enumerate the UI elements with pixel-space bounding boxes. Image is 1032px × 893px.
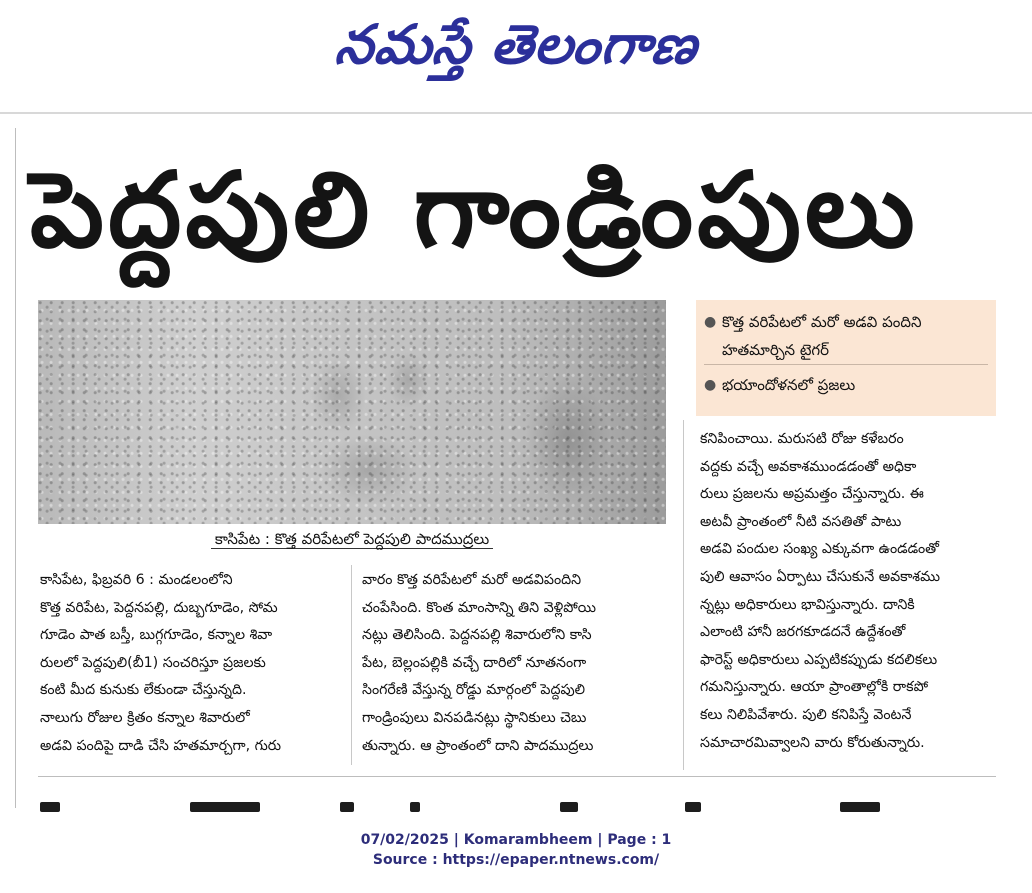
column-line: న్నట్లు అధికారులు భావిస్తున్నారు. దానికి: [700, 596, 915, 613]
column-divider: [683, 420, 684, 770]
masthead-title: నమస్తే తెలంగాణ: [332, 12, 701, 76]
column-line: తున్నారు. ఆ ప్రాంతంలో దాని పాదముద్రలు: [362, 737, 594, 754]
cropped-glyph: [685, 802, 701, 812]
article-headline: పెద్దపులి గాండ్రింపులు: [30, 149, 919, 271]
source-link[interactable]: Source : https://epaper.ntnews.com/: [372, 852, 660, 868]
column-line: పులి ఆవాసం ఏర్పాటు చేసుకునే అవకాశము: [700, 568, 941, 585]
cropped-glyph: [410, 802, 420, 812]
column-line: కనిపించాయి. మరుసటి రోజు కళేబరం: [700, 431, 904, 447]
column-line: గమనిస్తున్నారు. ఆయా ప్రాంతాల్లోకి రాకపో: [700, 679, 929, 696]
masthead: [0, 0, 1032, 112]
column-line: నట్లు తెలిసింది. పెద్దనపల్లి శివారులోని కాసి: [362, 627, 592, 644]
page-edge-rule: [15, 128, 16, 808]
column-line: గూడెం పాత బస్తీ, బుగ్గగూడెం, కన్నాల శివా: [40, 627, 273, 644]
cropped-glyph: [840, 802, 880, 812]
column-line: సింగరేణి వేస్తున్న రోడ్డు మార్గంలో పెద్దపులి: [362, 682, 586, 699]
column-line: నాలుగు రోజుల క్రితం కన్నాల శివారులో: [40, 709, 250, 726]
cropped-glyph: [340, 802, 354, 812]
column-line: రులలో పెద్దపులి(బీ1) సంచరిస్తూ ప్రజలకు: [40, 654, 266, 671]
column-line: ఫారెస్ట్ అధికారులు ఎప్పటికప్పుడు కదలికలు: [700, 651, 938, 668]
cropped-glyph: [560, 802, 578, 812]
column-line: అడవి పందిపై దాడి చేసి హతమార్చగా, గురు: [40, 737, 282, 754]
column-line: కాసిపేట, ఫిబ్రవరి 6 : మండలంలోని: [40, 572, 233, 588]
article-column-2: [362, 567, 670, 760]
bullet-icon: ●: [704, 377, 717, 393]
edition-info: 07/02/2025 | Komarambheem | Page : 1: [360, 832, 672, 848]
highlight-text: భయాందోళనలో ప్రజలు: [722, 376, 856, 394]
column-line: రులు ప్రజలను అప్రమత్తం చేస్తున్నారు. ఈ: [700, 486, 924, 503]
cropped-glyph: [190, 802, 260, 812]
page-footer: [0, 812, 1032, 893]
column-line: కొత్త వరిపేట, పెద్దనపల్లి, దుబ్బగూడెం, సోమ: [40, 599, 278, 616]
column-line: ఎలాంటి హానీ జరగకూడదనే ఉద్దేశంతో: [700, 624, 906, 641]
column-line: వారం కొత్త వరిపేటలో మరో అడవిపందిని: [362, 572, 582, 588]
highlights-box: [696, 300, 996, 416]
column-line: సమాచారమివ్వాలని వారు కోరుతున్నారు.: [700, 734, 925, 751]
pugmark-photo: [38, 300, 666, 524]
article-column-3: [700, 426, 996, 757]
column-line: చంపేసింది. కొంత మాంసాన్ని తిని వెళ్లిపోయి: [362, 599, 596, 616]
article-column-1: [40, 567, 340, 760]
highlight-item: [704, 308, 988, 365]
masthead-divider: [0, 112, 1032, 114]
column-line: వద్దకు వచ్చే అవకాశముండడంతో అధికా: [700, 458, 917, 475]
column-line: అటవీ ప్రాంతంలో నీటి వసతితో పాటు: [700, 513, 902, 530]
column-line: పేట, బెల్లంపల్లికి వచ్చే దారిలో నూతనంగా: [362, 654, 587, 671]
column-line: కలు నిలిపివేశారు. పులి కనిపిస్తే వెంటనే: [700, 706, 912, 723]
bullet-icon: ●: [704, 314, 717, 330]
highlight-text: కొత్త వరిపేటలో మరో అడవి పందిని హతమార్చిన టైగర్: [722, 313, 922, 359]
cropped-glyph: [40, 802, 60, 812]
highlight-item: [704, 371, 988, 399]
column-line: అడవి పందుల సంఖ్య ఎక్కువగా ఉండడంతో: [700, 541, 939, 558]
column-line: గాండ్రింపులు వినపడినట్లు స్థానికులు చెబు: [362, 709, 587, 726]
photo-caption: [38, 526, 666, 552]
photo-caption-text: కాసిపేట : కొత్త వరిపేటలో పెద్దపులి పాదముద్రలు: [211, 530, 493, 549]
column-line: కంటి మీద కునుకు లేకుండా చేస్తున్నది.: [40, 682, 247, 699]
article-bottom-divider: [38, 776, 996, 777]
column-divider: [351, 565, 352, 765]
